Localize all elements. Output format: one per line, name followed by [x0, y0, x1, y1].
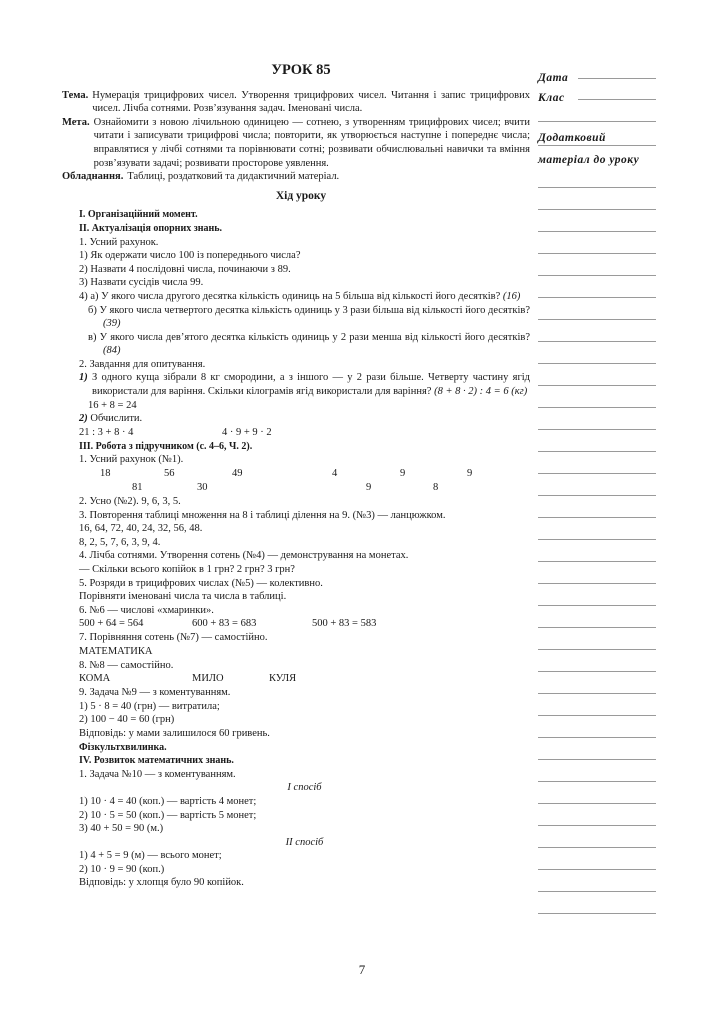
- note-line: [538, 847, 656, 848]
- text-line: — Скільки всього копійок в 1 грн? 2 грн? 3 грн?: [79, 564, 295, 575]
- word: МИЛО: [192, 673, 224, 685]
- item-number: 1): [79, 372, 88, 384]
- answer-text: (8 + 8 · 2) : 4 = 6 (кг): [434, 386, 528, 398]
- number-cell: 30: [197, 482, 208, 494]
- text-line: 1) 10 · 4 = 40 (коп.) — вартість 4 монет;: [79, 795, 257, 807]
- note-line: [538, 407, 656, 408]
- method-heading: I спосіб: [287, 782, 322, 794]
- expression: 21 : 3 + 8 · 4: [79, 426, 134, 438]
- task-text: Обчислити.: [90, 413, 143, 425]
- note-line: [538, 145, 656, 146]
- number-cell: 8: [433, 482, 439, 494]
- text-line: Порівняти іменовані числа та числа в таблиці.: [79, 591, 287, 603]
- text-line: 7. Порівняння сотень (№7) — самостійно.: [79, 632, 268, 644]
- note-line: [538, 561, 656, 562]
- text-line: Відповідь: у хлопця було 90 копійок.: [79, 877, 244, 889]
- number-cell: 81: [132, 482, 143, 494]
- text-line: 2) 10 · 5 = 50 (коп.) — вартість 5 монет;: [79, 809, 257, 821]
- text-line: 5. Розряди в трицифрових числах (№5) — колективно.: [79, 577, 323, 589]
- note-line: [538, 429, 656, 430]
- text-line: 9. Задача №9 — з коментуванням.: [79, 687, 231, 699]
- expression: 500 + 83 = 583: [312, 618, 377, 630]
- number-cell: 56: [164, 468, 175, 480]
- number-cell: 9: [366, 482, 372, 494]
- section-heading: IV. Розвиток математичних знань.: [79, 755, 234, 767]
- question-item: [79, 290, 530, 304]
- equipment-text: Таблиці, роздатковий та дидактичний матеріал.: [127, 171, 340, 183]
- expression: 500 + 64 = 564: [79, 618, 144, 630]
- note-line: [538, 451, 656, 452]
- note-line: [538, 363, 656, 364]
- number-cell: 9: [400, 468, 406, 480]
- text-line: 3) 40 + 50 = 90 (м.): [79, 823, 164, 835]
- text-line: 1. Усний рахунок (№1).: [79, 454, 184, 466]
- text-line: 6. №6 — числові «хмаринки».: [79, 604, 214, 616]
- class-field: [538, 88, 656, 106]
- note-line: [538, 737, 656, 738]
- text-line: [79, 412, 530, 426]
- text-line: 1) 4 + 5 = 9 (м) — всього монет;: [79, 850, 222, 862]
- lesson-progress-heading: Хід уроку: [275, 189, 327, 202]
- expression-row: [79, 426, 530, 440]
- answer-text: (16): [502, 290, 521, 302]
- note-line: [538, 715, 656, 716]
- word: КУЛЯ: [269, 673, 297, 685]
- problem-text: З одного куща зібрали 8 кг смородини, а з іншого — у 2 рази більше. Четверту частину ягід використали для варіння. Скільки кілограмів ягід використали для варіння?: [92, 372, 531, 398]
- method-heading: II спосіб: [285, 836, 324, 848]
- number-cell: 18: [100, 468, 111, 480]
- lesson-content: [62, 208, 530, 890]
- number-cell: 4: [332, 468, 338, 480]
- note-line: [538, 891, 656, 892]
- lesson-plan: [62, 64, 530, 890]
- note-line: [538, 759, 656, 760]
- text-line: Відповідь: у мами залишилося 60 гривень.: [79, 727, 270, 739]
- note-line: [538, 583, 656, 584]
- goal-label: Мета.: [62, 116, 90, 128]
- note-line: [538, 693, 656, 694]
- text-line: 2. Усно (№2). 9, 6, 3, 5.: [79, 496, 181, 508]
- class-line: [578, 99, 656, 100]
- section-heading: III. Робота з підручником (с. 4–6, Ч. 2).: [79, 440, 253, 452]
- goal-row: [62, 116, 530, 170]
- number-cell: 49: [232, 468, 243, 480]
- note-line: [538, 209, 656, 210]
- section-heading: II. Актуалізація опорних знань.: [79, 222, 223, 234]
- text-line: 2) Назвати 4 послідовні числа, починаючи з 89.: [79, 263, 291, 275]
- note-line: [538, 187, 656, 188]
- note-line: [538, 803, 656, 804]
- text-line: 16 + 8 = 24: [88, 399, 137, 411]
- text-line: МАТЕМАТИКА: [79, 645, 153, 657]
- note-line: [538, 671, 656, 672]
- note-line: [538, 253, 656, 254]
- question-item: [79, 304, 530, 331]
- item-number: 2): [79, 413, 88, 425]
- number-row: [79, 467, 530, 481]
- note-line: [538, 649, 656, 650]
- note-line: [538, 297, 656, 298]
- note-line: [538, 121, 656, 122]
- question-text: в) У якого числа дев’ятого десятка кількість одиниць у 2 рази менша від кількості його десятків?: [88, 331, 530, 343]
- note-line: [538, 605, 656, 606]
- answer-text: (84): [103, 345, 121, 357]
- text-line: 2) 10 · 9 = 90 (коп.): [79, 863, 165, 875]
- date-field: [538, 68, 656, 86]
- text-line: 2) 100 − 40 = 60 (грн): [79, 714, 175, 726]
- extra-material-label: матеріал до уроку: [538, 154, 640, 166]
- note-line: [538, 495, 656, 496]
- note-line: [538, 319, 656, 320]
- text-line: 8, 2, 5, 7, 6, 3, 9, 4.: [79, 536, 161, 548]
- note-line: [538, 869, 656, 870]
- date-line: [578, 78, 656, 79]
- text-line: 3. Повторення таблиці множення на 8 і таблиці ділення на 9. (№3) — ланцюжком.: [79, 509, 446, 521]
- question-item: [79, 331, 530, 358]
- text-line: 1. Задача №10 — з коментуванням.: [79, 768, 236, 780]
- text-line: 1) Як одержати число 100 із попереднього числа?: [79, 250, 301, 262]
- note-line: [538, 913, 656, 914]
- text-line: 4. Лічба сотнями. Утворення сотень (№4) — демонстрування на монетах.: [79, 550, 409, 562]
- page-number: 7: [358, 962, 366, 977]
- expression: 600 + 83 = 683: [192, 618, 257, 630]
- date-label: Дата: [538, 72, 569, 84]
- section-heading: Фізкультхвилинка.: [79, 741, 167, 753]
- text-line: 8. №8 — самостійно.: [79, 659, 174, 671]
- extra-material-label: Додатковий: [538, 132, 606, 144]
- expression: 4 · 9 + 9 · 2: [222, 426, 272, 438]
- problem-item: [79, 371, 530, 398]
- text-line: 3) Назвати сусідів числа 99.: [79, 277, 204, 289]
- word-row: [79, 672, 530, 686]
- note-line: [538, 539, 656, 540]
- lesson-title: УРОК 85: [271, 62, 331, 78]
- note-line: [538, 781, 656, 782]
- text-line: 16, 64, 72, 40, 24, 32, 56, 48.: [79, 523, 203, 535]
- note-line: [538, 517, 656, 518]
- text-line: 2. Завдання для опитування.: [79, 358, 206, 370]
- note-line: [538, 275, 656, 276]
- section-heading: I. Організаційний момент.: [79, 209, 198, 221]
- word: КОМА: [79, 673, 111, 685]
- expression-row: [79, 617, 530, 631]
- question-text: б) У якого числа четвертого десятка кількість одиниць у 3 рази більша від кількості його десятків?: [88, 304, 530, 316]
- extra-material-heading-2: [538, 154, 656, 166]
- text-line: 1) 5 · 8 = 40 (грн) — витратила;: [79, 700, 220, 712]
- topic-text: Нумерація трицифрових чисел. Утворення трицифрових чисел. Читання і запис трицифрових чисел. Лічба сотнями. Розв’язування задач. Іменовані числа.: [92, 89, 530, 115]
- text-line: 1. Усний рахунок.: [79, 236, 159, 248]
- note-line: [538, 385, 656, 386]
- question-text: 4) а) У якого числа другого десятка кількість одиниць на 5 більша від кількості його десятків?: [79, 290, 501, 302]
- topic-row: [62, 89, 530, 116]
- equipment-label: Обладнання.: [62, 171, 124, 183]
- note-line: [538, 473, 656, 474]
- note-line: [538, 341, 656, 342]
- number-cell: 9: [467, 468, 473, 480]
- equipment-row: [62, 170, 530, 184]
- class-label: Клас: [538, 92, 565, 104]
- goal-text: Ознайомити з новою лічильною одиницею — сотнею, з утворенням трицифрових чисел; вчити читати і записувати трицифрові числа; повторити, як утворюється наступне і попереднє числа; вправлятися у лічбі сотнями та порівнювати сотні; розвивати обчислювальні навички та вміння розв’язувати задачі; розвивати просторове уявлення.: [93, 116, 530, 169]
- answer-text: (39): [103, 318, 121, 330]
- number-row: [79, 481, 530, 495]
- note-line: [538, 231, 656, 232]
- note-line: [538, 627, 656, 628]
- note-line: [538, 825, 656, 826]
- topic-label: Тема.: [62, 89, 89, 101]
- extra-material-heading: [538, 132, 656, 144]
